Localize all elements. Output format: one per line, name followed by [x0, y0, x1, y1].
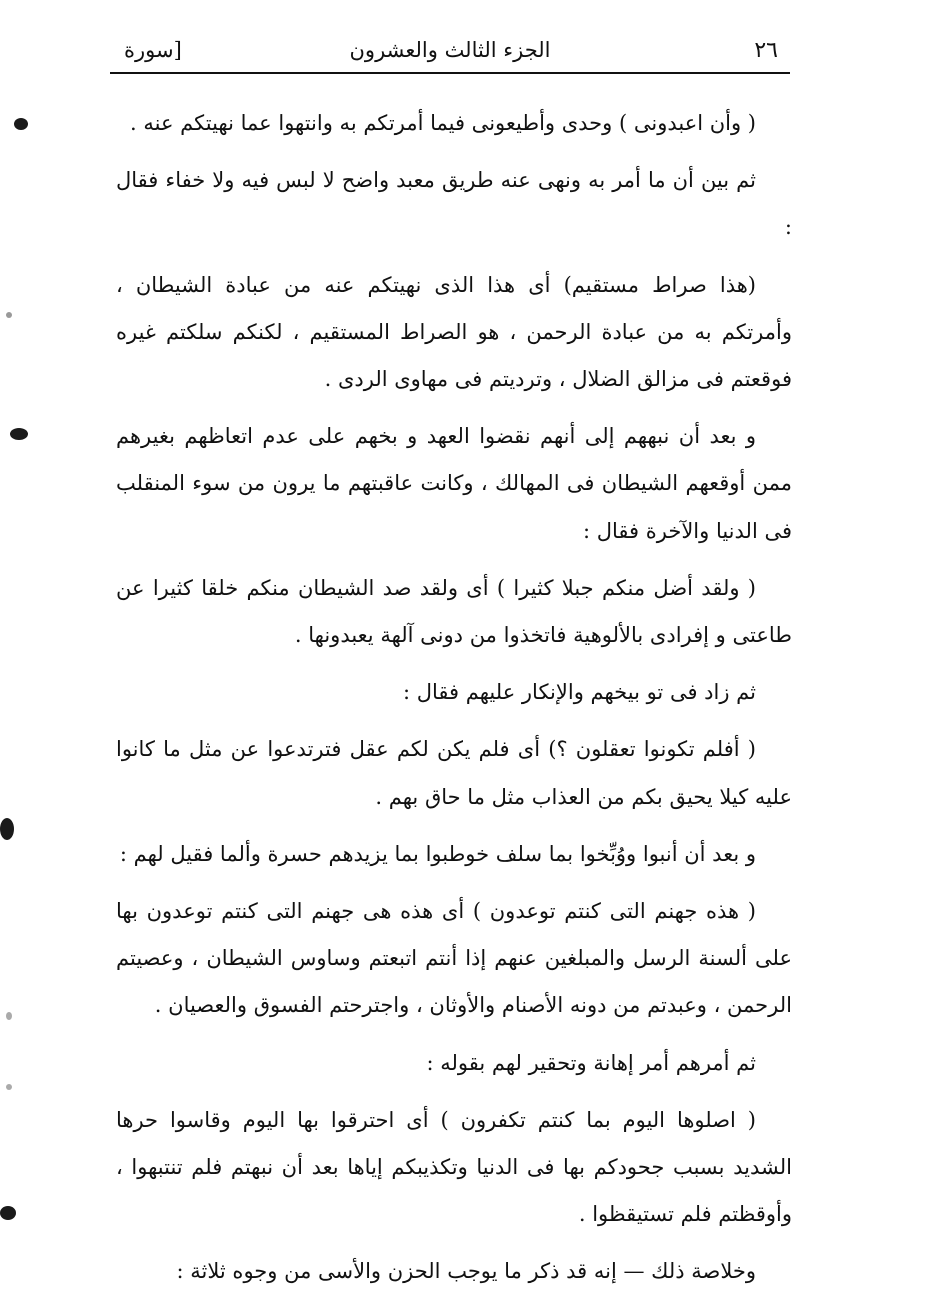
scan-mark	[14, 118, 28, 130]
paragraph: و بعد أن نبههم إلى أنهم نقضوا العهد و بخهم على عدم اتعاظهم بغيرهم ممن أوقعهم الشيطان فى المهالك ، وكانت عاقبتهم ما يرون من سوء المنقلب فى الدنيا والآخرة فقال :	[116, 424, 792, 543]
paragraph: وخلاصة ذلك — إنه قد ذكر ما يوجب الحزن والأسى من وجوه ثلاثة :	[176, 1259, 756, 1284]
paragraph: و بعد أن أنبوا ووُبِّخوا بما سلف خوطبوا بما يزيدهم حسرة وألما فقيل لهم :	[119, 841, 756, 866]
running-title: الجزء الثالث والعشرون	[349, 38, 551, 62]
page-number: ٢٦	[754, 38, 778, 63]
paragraph: ( اصلوها اليوم بما كنتم تكفرون ) أى احترقوا بها اليوم وقاسوا حرها الشديد بسبب جحودكم بها فى الدنيا وتكذيبكم إياها بعد أن نبهتم فلم تنتبهوا ، وأوقظتم فلم تستيقظوا .	[116, 1107, 792, 1227]
scan-mark	[10, 428, 28, 440]
paragraph: ( هذه جهنم التى كنتم توعدون ) أى هذه هى جهنم التى كنتم توعدون بها على ألسنة الرسل والمبلغين عنهم إذا أنتم اتبعتم وساوس الشيطان ، وعصيتم الرحمن ، وعبدتم من دونه الأصنام والأوثان ، واجترحتم الفسوق والعصيان .	[116, 899, 792, 1018]
surah-label: [سورة	[124, 38, 182, 62]
page-header	[110, 30, 790, 74]
paragraph: ثم بين أن ما أمر به ونهى عنه طريق معبد واضح لا لبس فيه ولا خفاء فقال :	[116, 168, 792, 240]
paragraph: ( وأن اعبدونى ) وحدى وأطيعونى فيما أمرتكم به وانتهوا عما نهيتكم عنه .	[130, 111, 756, 135]
scan-speck	[6, 1084, 12, 1090]
paragraph: ثم أمرهم أمر إهانة وتحقير لهم بقوله :	[426, 1050, 756, 1075]
paragraph: ثم زاد فى تو بيخهم والإنكار عليهم فقال :	[403, 680, 756, 705]
scan-mark	[0, 818, 14, 840]
scan-speck	[6, 312, 12, 318]
paragraph: (هذا صراط مستقيم) أى هذا الذى نهيتكم عنه من عبادة الشيطان ، وأمرتكم به من عبادة الرحمن ، هو الصراط المستقيم ، لكنكم سلكتم غيره فوقعتم فى مزالق الضلال ، وترديتم فى مهاوى الردى .	[116, 272, 792, 392]
body-text	[116, 100, 792, 1306]
header-rule	[110, 72, 790, 74]
paragraph: ( ولقد أضل منكم جبلا كثيرا ) أى ولقد صد الشيطان منكم خلقا كثيرا عن طاعتى و إفرادى بالألوهية فاتخذوا من دونى آلهة يعبدونها .	[116, 575, 792, 648]
scan-mark	[0, 1206, 16, 1220]
paragraph: ( أفلم تكونوا تعقلون ؟) أى فلم يكن لكم عقل فترتدعوا عن مثل ما كانوا عليه كيلا يحيق بكم من العذاب مثل ما حاق بهم .	[116, 737, 792, 809]
scan-speck	[6, 1012, 12, 1020]
